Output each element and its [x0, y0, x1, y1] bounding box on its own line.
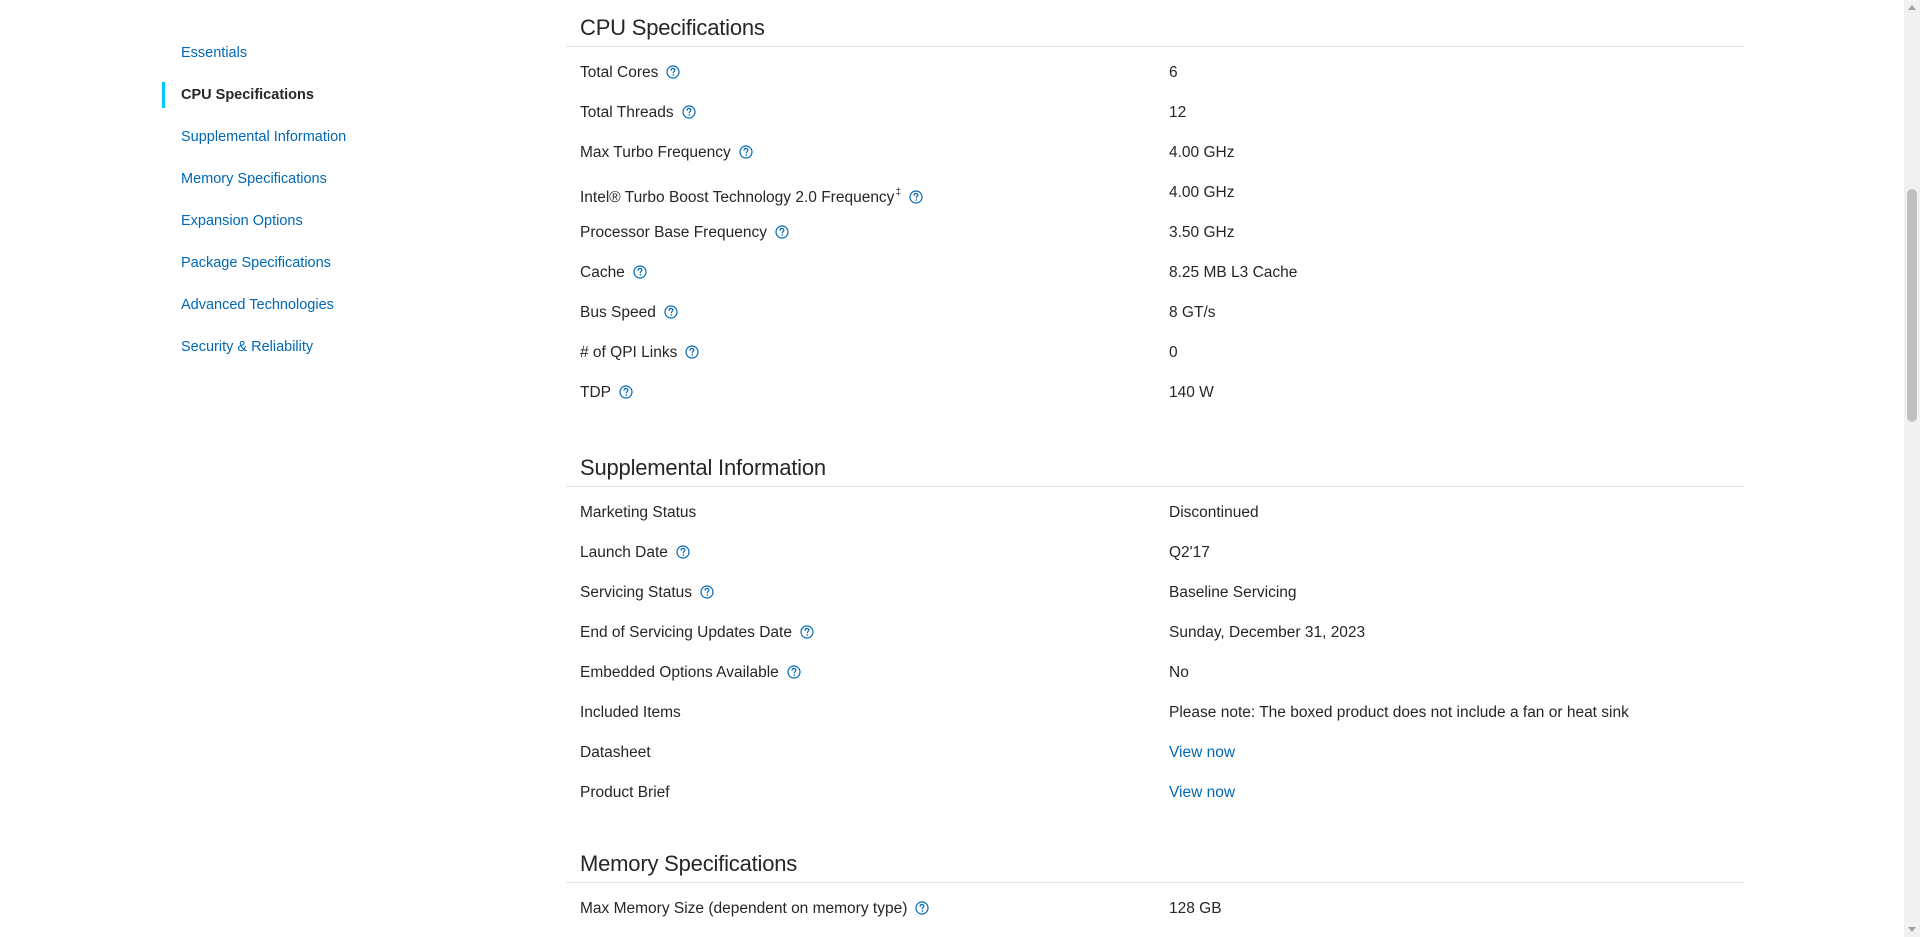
spec-value: Sunday, December 31, 2023 [1169, 624, 1366, 641]
sidebar-item-expansion-options[interactable]: Expansion Options [181, 213, 303, 229]
spec-label-text: Datasheet [580, 744, 651, 761]
section-title: Supplemental Information [566, 440, 1744, 487]
spec-label [580, 333, 699, 373]
spec-value: 3.50 GHz [1169, 224, 1235, 241]
spec-label [580, 573, 714, 613]
spec-value: Baseline Servicing [1169, 584, 1297, 601]
spec-value: 140 W [1169, 384, 1214, 401]
sidebar-item-advanced-technologies[interactable]: Advanced Technologies [181, 297, 334, 313]
spec-label-text: TDP [580, 384, 611, 401]
sidebar-item-essentials[interactable]: Essentials [181, 45, 248, 61]
question-circle-icon[interactable] [775, 225, 789, 239]
spec-label-text: Total Cores [580, 64, 659, 81]
spec-row-servicing-status [566, 573, 1744, 613]
spec-label [580, 653, 801, 693]
spec-label [580, 253, 647, 293]
spec-label [580, 373, 633, 413]
section-spacer [566, 813, 1744, 836]
spec-label [580, 93, 696, 133]
spec-row-product-brief [566, 773, 1744, 813]
question-circle-icon[interactable] [787, 665, 801, 679]
sidebar-item-memory-specifications[interactable]: Memory Specifications [181, 171, 327, 187]
spec-label-text: # of QPI Links [580, 344, 678, 361]
question-circle-icon[interactable] [700, 585, 714, 599]
spec-row-cache [566, 253, 1744, 293]
sidebar-item-cpu-specifications[interactable]: CPU Specifications [160, 80, 520, 122]
spec-value: Please note: The boxed product does not include a fan or heat sink [1169, 704, 1629, 721]
spec-row-bus-speed [566, 293, 1744, 333]
spec-value: No [1169, 664, 1189, 681]
spec-row-launch-date [566, 533, 1744, 573]
spec-list [566, 883, 1744, 929]
question-circle-icon[interactable] [800, 625, 814, 639]
question-circle-icon[interactable] [909, 190, 923, 204]
spec-label-text: Marketing Status [580, 504, 697, 521]
spec-value: 8 GT/s [1169, 304, 1216, 321]
spec-list [566, 487, 1744, 813]
question-circle-icon[interactable] [676, 545, 690, 559]
spec-label-text: Total Threads [580, 104, 674, 121]
spec-row-end-of-servicing-date [566, 613, 1744, 653]
spec-label [580, 613, 814, 653]
question-circle-icon[interactable] [739, 145, 753, 159]
spec-label-text: End of Servicing Updates Date [580, 624, 792, 641]
question-circle-icon[interactable] [633, 265, 647, 279]
spec-label [580, 889, 929, 929]
scroll-up-arrow-icon[interactable] [1908, 5, 1916, 10]
spec-label-text: Product Brief [580, 784, 670, 801]
section-spacer [566, 413, 1744, 440]
question-circle-icon[interactable] [685, 345, 699, 359]
footnote-dagger: ‡ [895, 187, 901, 198]
sidebar-item-package-specifications[interactable]: Package Specifications [181, 255, 331, 271]
spec-row-turbo-boost-2-frequency [566, 173, 1744, 213]
scroll-down-arrow-icon[interactable] [1908, 927, 1916, 932]
spec-label [580, 133, 753, 173]
spec-label-text: Bus Speed [580, 304, 656, 321]
spec-label [580, 53, 680, 93]
spec-value: 4.00 GHz [1169, 144, 1235, 161]
spec-label-text: Servicing Status [580, 584, 692, 601]
spec-row-max-turbo-frequency [566, 133, 1744, 173]
question-circle-icon[interactable] [682, 105, 696, 119]
spec-label [580, 773, 670, 813]
section-title: CPU Specifications [566, 0, 1744, 47]
question-circle-icon[interactable] [915, 901, 929, 915]
spec-label-text: Embedded Options Available [580, 664, 779, 681]
spec-label [580, 173, 923, 218]
spec-row-datasheet [566, 733, 1744, 773]
spec-value: 12 [1169, 104, 1187, 121]
spec-row-marketing-status [566, 493, 1744, 533]
memory-specifications-section [566, 836, 1744, 929]
spec-label [580, 293, 678, 333]
spec-value: Discontinued [1169, 504, 1259, 521]
spec-row-total-cores [566, 53, 1744, 93]
spec-label [580, 493, 696, 533]
sidebar-item-security-reliability[interactable]: Security & Reliability [181, 339, 314, 355]
spec-row-max-memory-size [566, 889, 1744, 929]
spec-value: 128 GB [1169, 900, 1222, 917]
question-circle-icon[interactable] [664, 305, 678, 319]
spec-label-text: Launch Date [580, 544, 668, 561]
spec-label [580, 533, 690, 573]
cpu-specifications-section [566, 0, 1744, 413]
question-circle-icon[interactable] [619, 385, 633, 399]
spec-value: 0 [1169, 344, 1178, 361]
supplemental-information-section [566, 440, 1744, 813]
spec-list [566, 47, 1744, 413]
spec-label-text: Cache [580, 264, 625, 281]
sidebar-item-supplemental-information[interactable]: Supplemental Information [181, 129, 347, 145]
spec-value: 4.00 GHz [1169, 184, 1235, 201]
spec-row-total-threads [566, 93, 1744, 133]
spec-label-text: Included Items [580, 704, 681, 721]
spec-content [566, 0, 1744, 929]
spec-row-embedded-options [566, 653, 1744, 693]
spec-label [580, 733, 651, 773]
spec-value: Q2'17 [1169, 544, 1210, 561]
spec-value: 8.25 MB L3 Cache [1169, 264, 1298, 281]
spec-row-qpi-links [566, 333, 1744, 373]
spec-value: 6 [1169, 64, 1178, 81]
spec-label-text: Intel® Turbo Boost Technology 2.0 Frequency [580, 189, 895, 206]
spec-label-text: Processor Base Frequency [580, 224, 767, 241]
spec-label [580, 213, 789, 253]
question-circle-icon[interactable] [666, 65, 680, 79]
vertical-scrollbar[interactable] [1904, 0, 1920, 937]
section-title: Memory Specifications [566, 836, 1744, 883]
datasheet-view-now-link[interactable]: View now [1169, 744, 1236, 761]
spec-row-tdp [566, 373, 1744, 413]
spec-label-text: Max Turbo Frequency [580, 144, 731, 161]
spec-row-processor-base-frequency [566, 213, 1744, 253]
spec-row-included-items [566, 693, 1744, 733]
spec-label-text: Max Memory Size (dependent on memory type) [580, 900, 908, 917]
spec-label [580, 693, 681, 733]
spec-sidebar-nav [160, 38, 520, 374]
product-brief-view-now-link[interactable]: View now [1169, 784, 1236, 801]
scrollbar-thumb[interactable] [1907, 189, 1917, 422]
